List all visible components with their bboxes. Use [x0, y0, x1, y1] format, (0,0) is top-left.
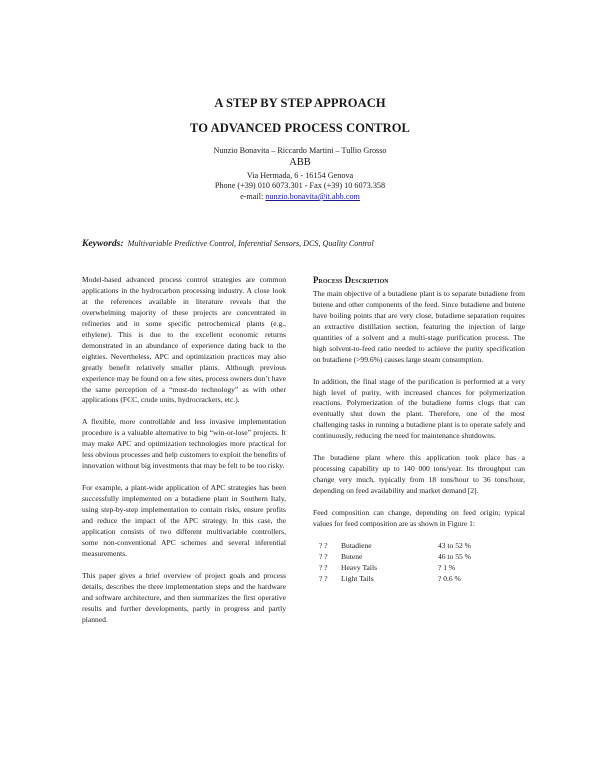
paragraph: The butadiene plant where this application took place has a processing capability up to 140 000 tons/year. Its throughput can change very much, typically from 18 tons/hour to 36 tons/hour, depending on feed availability and market demand [2].	[313, 453, 525, 496]
bullet-marker: ? ?	[319, 562, 328, 572]
component-name: Butene	[341, 551, 363, 561]
keywords-label: Keywords:	[82, 238, 124, 249]
paragraph: For example, a plant-wide application of APC strategies has been successfully implemented on a butadiene plant in Southern Italy, using step-by-step implementation to contain risks, ensure profits and reduce the impact of the APC strategy. In this case, the application consists of two different multivariable controllers, some non-conventional APC schemes and several inferential measurements.	[82, 483, 286, 558]
organization: ABB	[289, 157, 311, 168]
section-heading: Process Description	[313, 275, 389, 285]
feed-composition-list	[319, 541, 471, 585]
component-name: Heavy Tails	[341, 562, 378, 572]
address: Via Hermada, 6 - 16154 Genova	[246, 171, 354, 180]
keywords	[82, 238, 542, 249]
component-name: Light Tails	[341, 573, 374, 583]
component-value: 46 to 55 %	[438, 551, 471, 561]
keywords-text: Multivariable Predictive Control, Inferential Sensors, DCS, Quality Control	[127, 239, 374, 248]
paragraph: The main objective of a butadiene plant is to separate butadiene from butene and other components of the feed. Since butadiene and butene have boiling points that are very close, butadiene separation requires an extractive distillation section, featuring the injection of large quantities of a solvent and a multi-stage purification process. The high solvent-to-feed ratio needed to achieve the purity specification on butadiene (>99.6%) causes large steam consumption.	[313, 288, 525, 364]
bullet-marker: ? ?	[319, 540, 328, 550]
paragraph: A flexible, more controllable and less invasive implementation procedure is a valuable alternative to big “win-or-lose” projects. It may make APC and optimization technologies more practical for less obvious processes and help customers to exploit the benefits of innovation without big investments that may be felt to be too risky.	[82, 417, 286, 471]
component-value: ? 0.6 %	[438, 573, 461, 583]
list-item	[319, 552, 471, 563]
paragraph: Model-based advanced process control strategies are common applications in the hydrocarbon processing industry. A close look at the references available in literature reveals that the overwhelming majority of these projects are concentrated in refineries and in some specific petrochemical plants (e.g., ethylene). This is due to the excellent economic returns demonstrated in an abundance of experience dating back to the eighties. Nevertheless, APC and optimization practices may also greatly benefit relatively smaller plants. Although previous experience may be found on a few sites, process owners don’t have the same perception of a “must-do technology” as with other applications (FCC, crude units, hydrocrackers, etc.).	[82, 275, 286, 405]
left-column	[82, 275, 286, 636]
list-item	[319, 541, 471, 552]
list-item	[319, 563, 471, 574]
phone-fax: Phone (+39) 010 6073.301 - Fax (+39) 10 6073.358	[214, 181, 386, 190]
paragraph: Feed composition can change, depending on feed origin; typical values for feed composition are as shown in Figure 1:	[313, 507, 525, 528]
paragraph: This paper gives a brief overview of project goals and process details, describes the three implementation steps and the hardware and software architecture, and then summarizes the first operative results and further developments, partly in progress and partly planned.	[82, 570, 286, 624]
bullet-marker: ? ?	[319, 573, 328, 583]
authors: Nunzio Bonavita – Riccardo Martini – Tullio Grosso	[213, 146, 387, 155]
bullet-marker: ? ?	[319, 551, 328, 561]
email-link[interactable]: nunzio.bonavita@it.abb.com	[265, 192, 360, 201]
list-item	[319, 574, 471, 585]
component-name: Butadiene	[341, 540, 372, 550]
title-line-2: TO ADVANCED PROCESS CONTROL	[190, 121, 410, 135]
right-column	[313, 275, 525, 585]
paragraph: In addition, the final stage of the purification is performed at a very high level of purity, with increased chances for polymerization reactions. Polymerization of the butadiene forms clogs that can eventually shut down the plant. Therefore, one of the most challenging tasks in running a butadiene plant is to operate safely and continuously, reducing the need for maintenance shutdowns.	[313, 376, 525, 441]
email-line	[0, 192, 600, 201]
component-value: 43 to 52 %	[438, 540, 471, 550]
title-line-1: A STEP BY STEP APPROACH	[214, 96, 386, 110]
email-label: e-mail:	[240, 192, 266, 201]
component-value: ? 1 %	[438, 562, 456, 572]
